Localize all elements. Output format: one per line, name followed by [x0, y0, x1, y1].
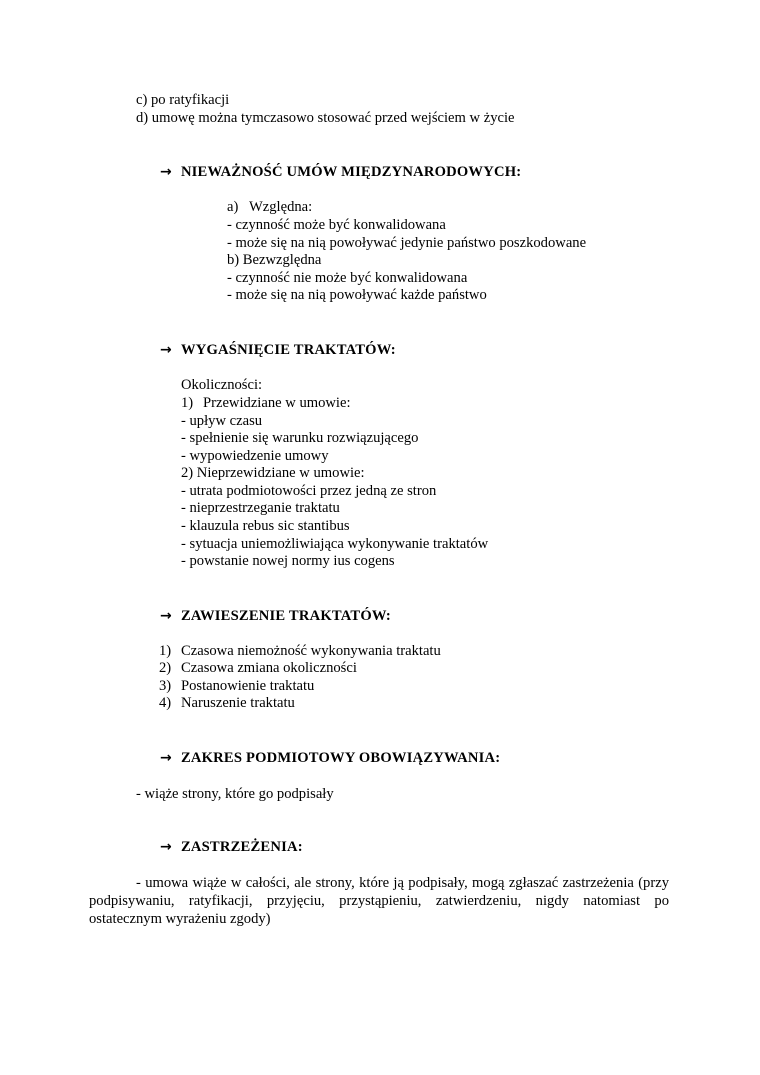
list-marker: 1): [159, 643, 172, 659]
list-item: - wypowiedzenie umowy: [181, 448, 329, 464]
list-item: - czynność nie może być konwalidowana: [227, 270, 468, 286]
arrow-right-icon: →: [160, 839, 172, 855]
list-item: - nieprzestrzeganie traktatu: [181, 500, 340, 516]
section-intro: Okoliczności:: [181, 377, 263, 393]
paragraph-text: - umowa wiąże w całości, ale strony, które ją podpisały, mogą zgłaszać zastrzeżenia (przy podpisywaniu, ratyfikacji, przyjęciu, przystąpieniu, zatwierdzeniu, nigdy natomiast po ostatecznym wyrażeniu zgody): [89, 875, 669, 927]
section-heading-zawieszenie: [160, 607, 391, 625]
section-text: - wiąże strony, które go podpisały: [136, 786, 334, 802]
list-item: - powstanie nowej normy ius cogens: [181, 553, 395, 569]
list-marker: 1): [181, 395, 194, 411]
list-item: 2) Nieprzewidziane w umowie:: [181, 465, 365, 481]
section-heading-text: ZASTRZEŻENIA:: [180, 839, 303, 855]
arrow-right-icon: →: [160, 608, 172, 624]
list-item: - utrata podmiotowości przez jedną ze stron: [181, 483, 437, 499]
arrow-right-icon: →: [160, 164, 172, 180]
arrow-right-icon: →: [160, 750, 172, 766]
section-heading-text: ZAKRES PODMIOTOWY OBOWIĄZYWANIA:: [180, 750, 501, 766]
list-item: - czynność może być konwalidowana: [227, 217, 446, 233]
intro-line-c: c) po ratyfikacji: [136, 92, 230, 108]
list-item: - może się na nią powoływać jedynie państwo poszkodowane: [227, 235, 587, 251]
list-item: [159, 694, 295, 712]
list-marker: 3): [159, 678, 172, 694]
arrow-right-icon: →: [160, 342, 172, 358]
section-heading-text: NIEWAŻNOŚĆ UMÓW MIĘDZYNARODOWYCH:: [180, 164, 522, 180]
list-item: - spełnienie się warunku rozwiązującego: [181, 430, 419, 446]
list-item: [227, 198, 312, 216]
intro-line-d: d) umowę można tymczasowo stosować przed wejściem w życie: [136, 110, 515, 126]
paragraph: [89, 874, 669, 928]
list-text: Czasowa niemożność wykonywania traktatu: [181, 643, 441, 659]
section-heading-wygasniecie: [160, 341, 396, 359]
list-marker: a): [227, 199, 239, 215]
list-text: Postanowienie traktatu: [181, 678, 315, 694]
list-label: Przewidziane w umowie:: [203, 395, 351, 411]
list-text: Czasowa zmiana okoliczności: [181, 660, 357, 676]
list-item: - upływ czasu: [181, 413, 263, 429]
list-item: [159, 642, 441, 660]
list-label: Względna:: [249, 199, 313, 215]
list-marker: 4): [159, 695, 172, 711]
list-item: [181, 394, 351, 412]
list-item: [159, 677, 314, 695]
section-heading-text: ZAWIESZENIE TRAKTATÓW:: [180, 608, 391, 624]
section-heading-text: WYGAŚNIĘCIE TRAKTATÓW:: [180, 342, 396, 358]
list-text: Naruszenie traktatu: [181, 695, 295, 711]
list-item: - może się na nią powoływać każde państwo: [227, 287, 487, 303]
section-heading-zakres: [160, 749, 500, 767]
list-item: - klauzula rebus sic stantibus: [181, 518, 350, 534]
section-heading-zastrzezenia: [160, 838, 303, 856]
list-marker: 2): [159, 660, 172, 676]
list-item: [159, 659, 357, 677]
list-item: - sytuacja uniemożliwiająca wykonywanie traktatów: [181, 536, 489, 552]
list-item: b) Bezwzględna: [227, 252, 322, 268]
section-heading-niewaznosc: [160, 163, 521, 181]
